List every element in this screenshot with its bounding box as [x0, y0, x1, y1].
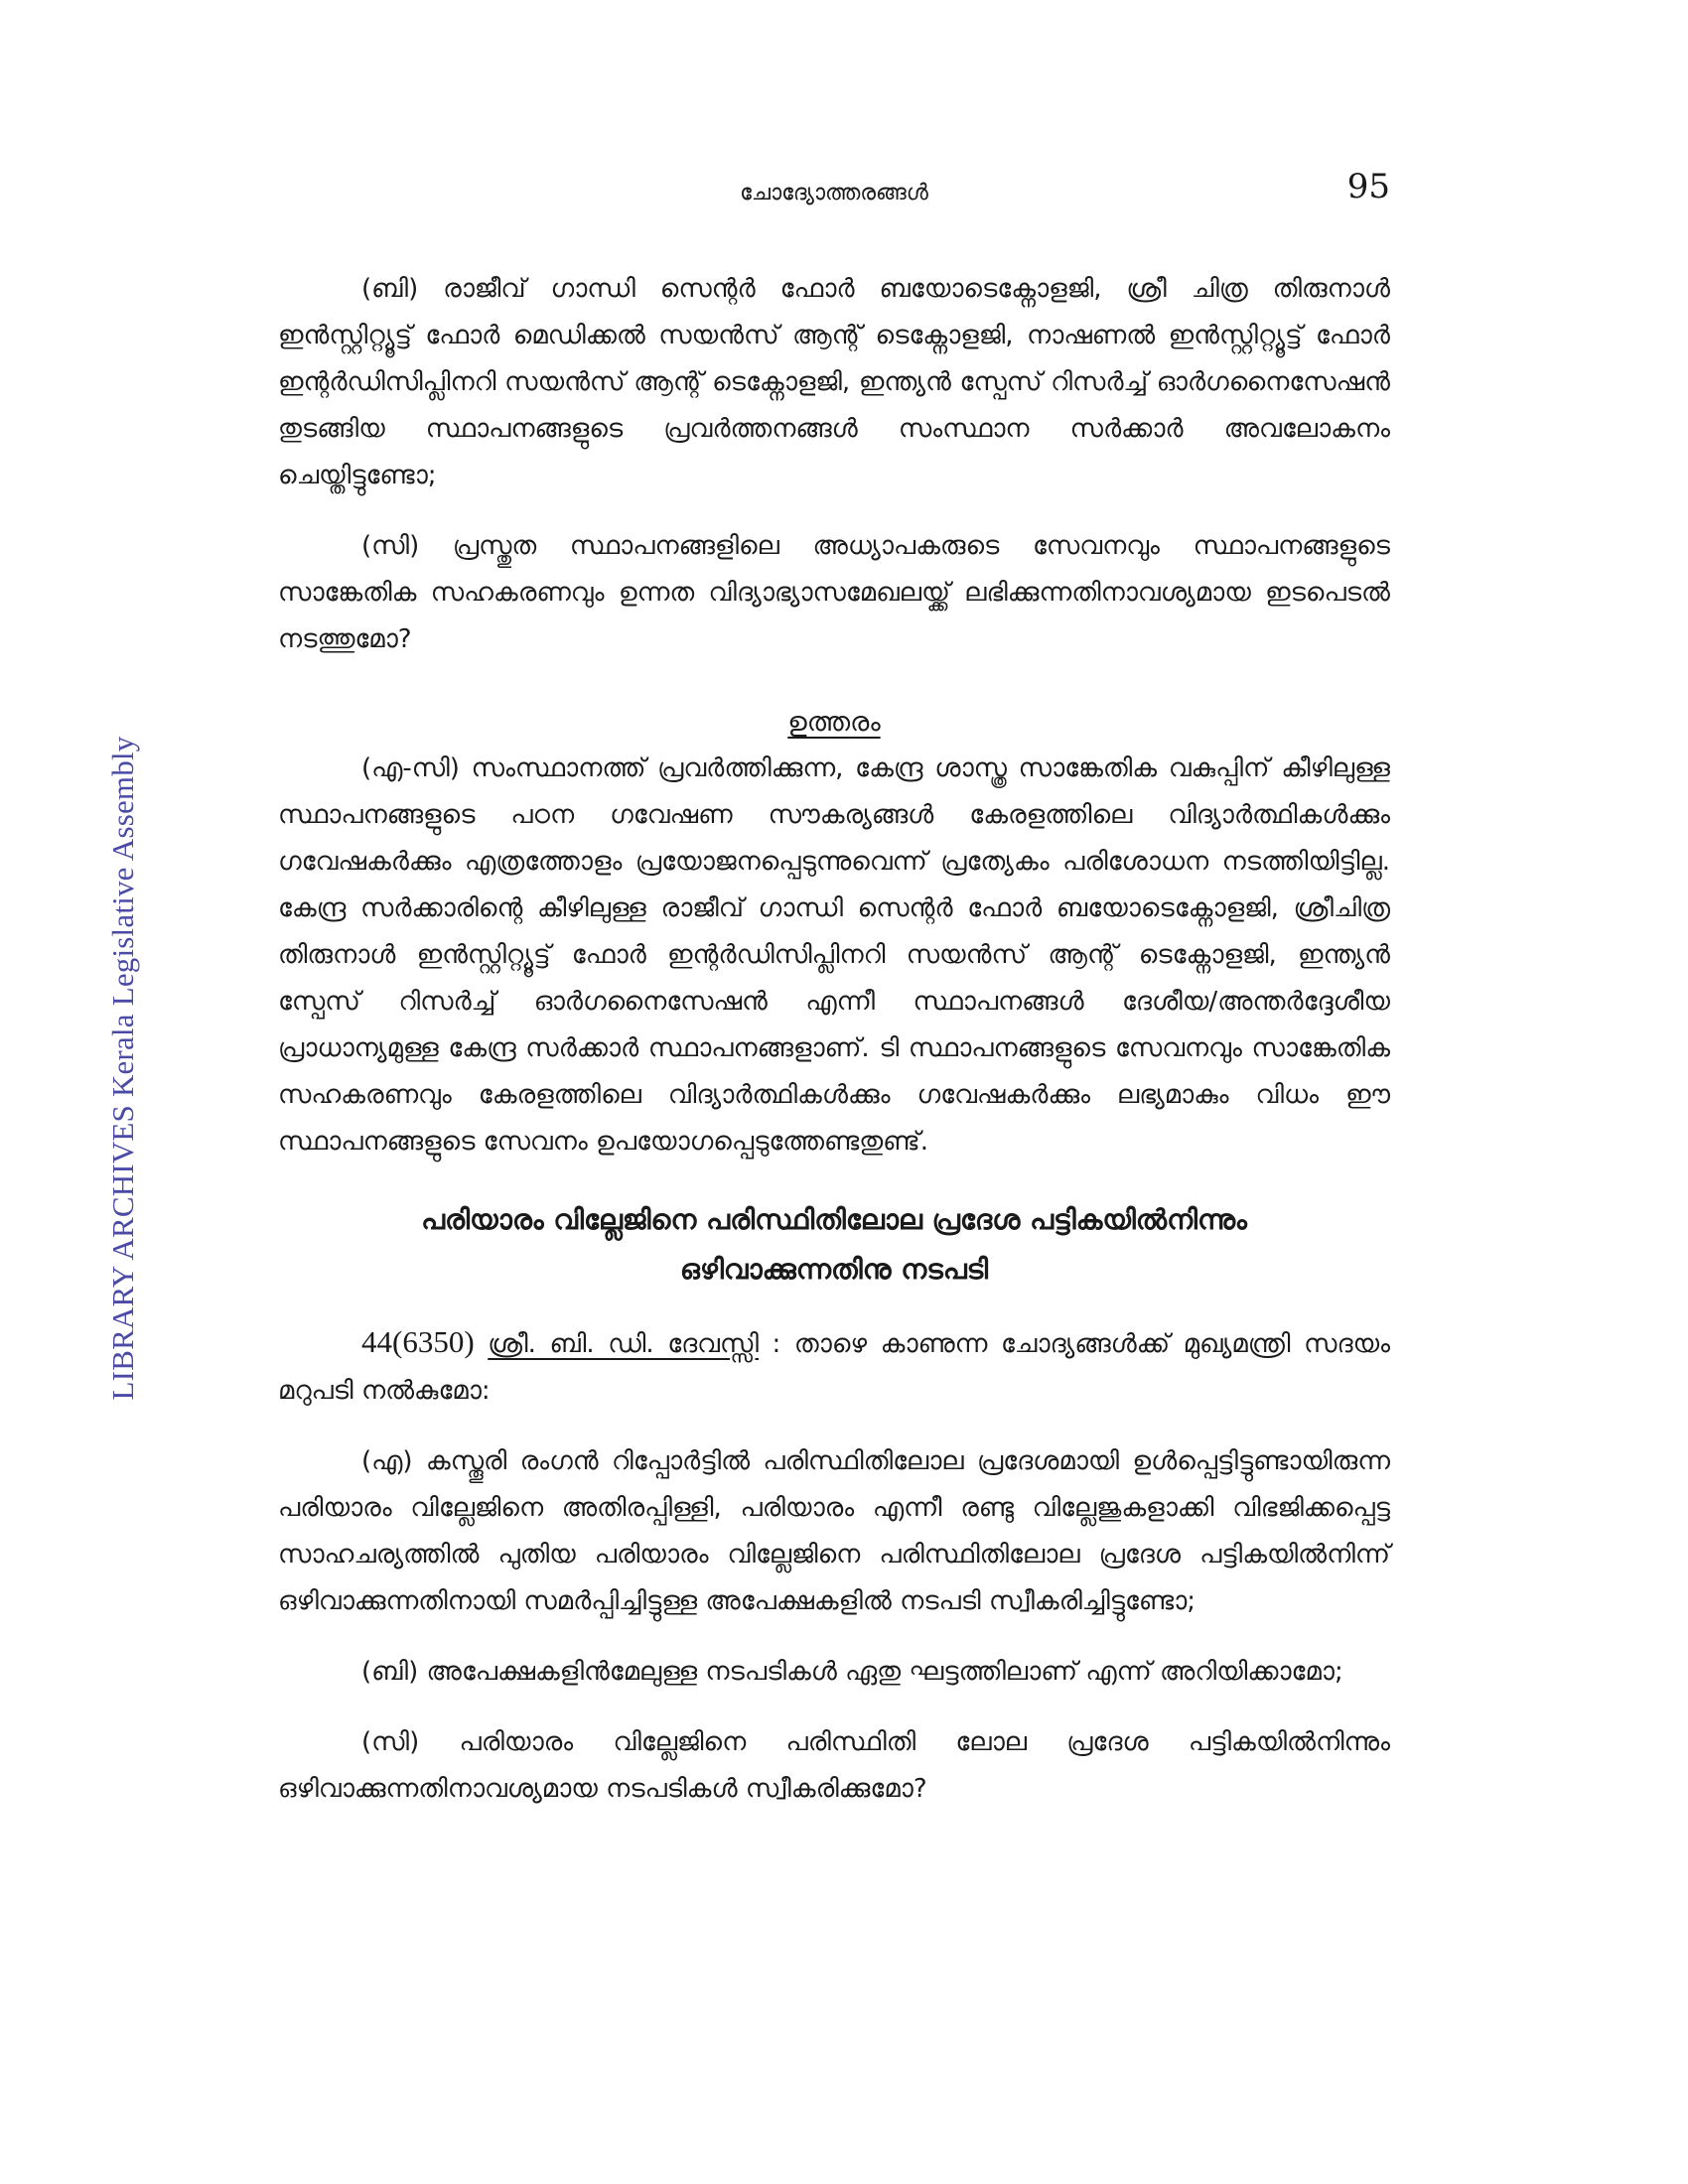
- answer-heading: [278, 699, 1390, 746]
- question-44-part-b: (ബി) അപേക്ഷകളിൻമേലുള്ള നടപടികൾ ഏതു ഘട്ടത്തിലാണ് എന്ന് അറിയിക്കാമോ;: [361, 1657, 1343, 1687]
- question-intro-text: : താഴെ കാണുന്ന ചോദ്യങ്ങൾക്ക് മുഖ്യമന്ത്രി സദയം മറുപടി നൽകുമോ:: [278, 1329, 1390, 1406]
- question-part-c: (സി) പ്രസ്തുത സ്ഥാപനങ്ങളിലെ അധ്യാപകരുടെ സേവനവും സ്ഥാപനങ്ങളുടെ സാങ്കേതിക സഹകരണവും ഉന്നത വിദ്യാഭ്യാസമേഖലയ്ക്ക് ലഭിക്കുന്നതിനാവശ്യമായ ഇടപെടൽ നടത്തുമോ?: [278, 531, 1390, 654]
- archive-side-stamp: LIBRARY ARCHIVES Kerala Legislative Assembly: [105, 736, 140, 1401]
- member-name: ശ്രീ. ബി. ഡി. ദേവസ്സി: [488, 1329, 759, 1359]
- section-title: [278, 1195, 1390, 1295]
- question-44-part-a: (എ) കസ്തൂരി രംഗൻ റിപ്പോർട്ടിൽ പരിസ്ഥിതിലോല പ്രദേശമായി ഉൾപ്പെട്ടിട്ടുണ്ടായിരുന്ന പരിയാരം വില്ലേജിനെ അതിരപ്പിള്ളി, പരിയാരം എന്നീ രണ്ടു വില്ലേജുകളാക്കി വിഭജിക്കപ്പെട്ട സാഹചര്യത്തിൽ പുതിയ പരിയാരം വില്ലേജിനെ പരിസ്ഥിതിലോല പ്രദേശ പട്ടികയിൽനിന്ന് ഒഴിവാക്കുന്നതിനായി സമർപ്പിച്ചിട്ടുള്ള അപേക്ഷകളിൽ നടപടി സ്വീകരിച്ചിട്ടുണ്ടോ;: [278, 1446, 1390, 1616]
- question-44-intro: [278, 1318, 1390, 1415]
- section-title-line-2: ഒഴിവാക്കുന്നതിനു നടപടി: [679, 1253, 989, 1286]
- question-part-b: (ബി) രാജീവ് ഗാന്ധി സെന്റർ ഫോർ ബയോടെക്നോളജി, ശ്രീ ചിത്ര തിരുനാൾ ഇൻസ്റ്റിറ്റ്യൂട്ട് ഫോർ മെഡിക്കൽ സയൻസ് ആന്റ് ടെക്നോളജി, നാഷണൽ ഇൻസ്റ്റിറ്റ്യൂട്ട് ഫോർ ഇന്റർഡിസിപ്ലിനറി സയൻസ് ആന്റ് ടെക്നോളജി, ഇന്ത്യൻ സ്പേസ് റിസർച്ച് ഓർഗനൈസേഷൻ തുടങ്ങിയ സ്ഥാപനങ്ങളുടെ പ്രവർത്തനങ്ങൾ സംസ്ഥാന സർക്കാർ അവലോകനം ചെയ്തിട്ടുണ്ടോ;: [278, 274, 1390, 490]
- question-44-part-c: (സി) പരിയാരം വില്ലേജിനെ പരിസ്ഥിതി ലോല പ്രദേശ പട്ടികയിൽനിന്നും ഒഴിവാക്കുന്നതിനാവശ്യമായ നടപടികൾ സ്വീകരിക്കുമോ?: [278, 1727, 1390, 1804]
- answer-heading-text: ഉത്തരം: [787, 707, 881, 738]
- body-text: [278, 266, 1390, 1813]
- answer-paragraph: (എ-സി) സംസ്ഥാനത്ത് പ്രവർത്തിക്കുന്ന, കേന്ദ്ര ശാസ്ത്ര സാങ്കേതിക വകുപ്പിന് കീഴിലുള്ള സ്ഥാപനങ്ങളുടെ പഠന ഗവേഷണ സൗകര്യങ്ങൾ കേരളത്തിലെ വിദ്യാർത്ഥികൾക്കും ഗവേഷകർക്കും എത്രത്തോളം പ്രയോജനപ്പെടുന്നുവെന്ന് പ്രത്യേകം പരിശോധന നടത്തിയിട്ടില്ല. കേന്ദ്ര സർക്കാരിന്റെ കീഴിലുള്ള രാജീവ് ഗാന്ധി സെന്റർ ഫോർ ബയോടെക്നോളജി, ശ്രീചിത്ര തിരുനാൾ ഇൻസ്റ്റിറ്റ്യൂട്ട് ഫോർ ഇന്റർഡിസിപ്ലിനറി സയൻസ് ആന്റ് ടെക്നോളജി, ഇന്ത്യൻ സ്പേസ് റിസർച്ച് ഓർഗനൈസേഷൻ എന്നീ സ്ഥാപനങ്ങൾ ദേശീയ/അന്തർദ്ദേശീയ പ്രാധാന്യമുള്ള കേന്ദ്ര സർക്കാർ സ്ഥാപനങ്ങളാണ്. ടി സ്ഥാപനങ്ങളുടെ സേവനവും സാങ്കേതിക സഹകരണവും കേരളത്തിലെ വിദ്യാർത്ഥികൾക്കും ഗവേഷകർക്കും ലഭ്യമാകും വിധം ഈ സ്ഥാപനങ്ങളുടെ സേവനം ഉപയോഗപ്പെടുത്തേണ്ടതുണ്ട്.: [278, 753, 1390, 1157]
- question-number: 44(6350): [361, 1324, 475, 1359]
- running-header: [278, 167, 1390, 226]
- section-title-line-1: പരിയാരം വില്ലേജിനെ പരിസ്ഥിതിലോല പ്രദേശ പട്ടികയിൽനിന്നും: [421, 1203, 1247, 1236]
- page-number: 95: [1346, 167, 1390, 206]
- running-title: ചോദ്യോത്തരങ്ങൾ: [740, 181, 928, 205]
